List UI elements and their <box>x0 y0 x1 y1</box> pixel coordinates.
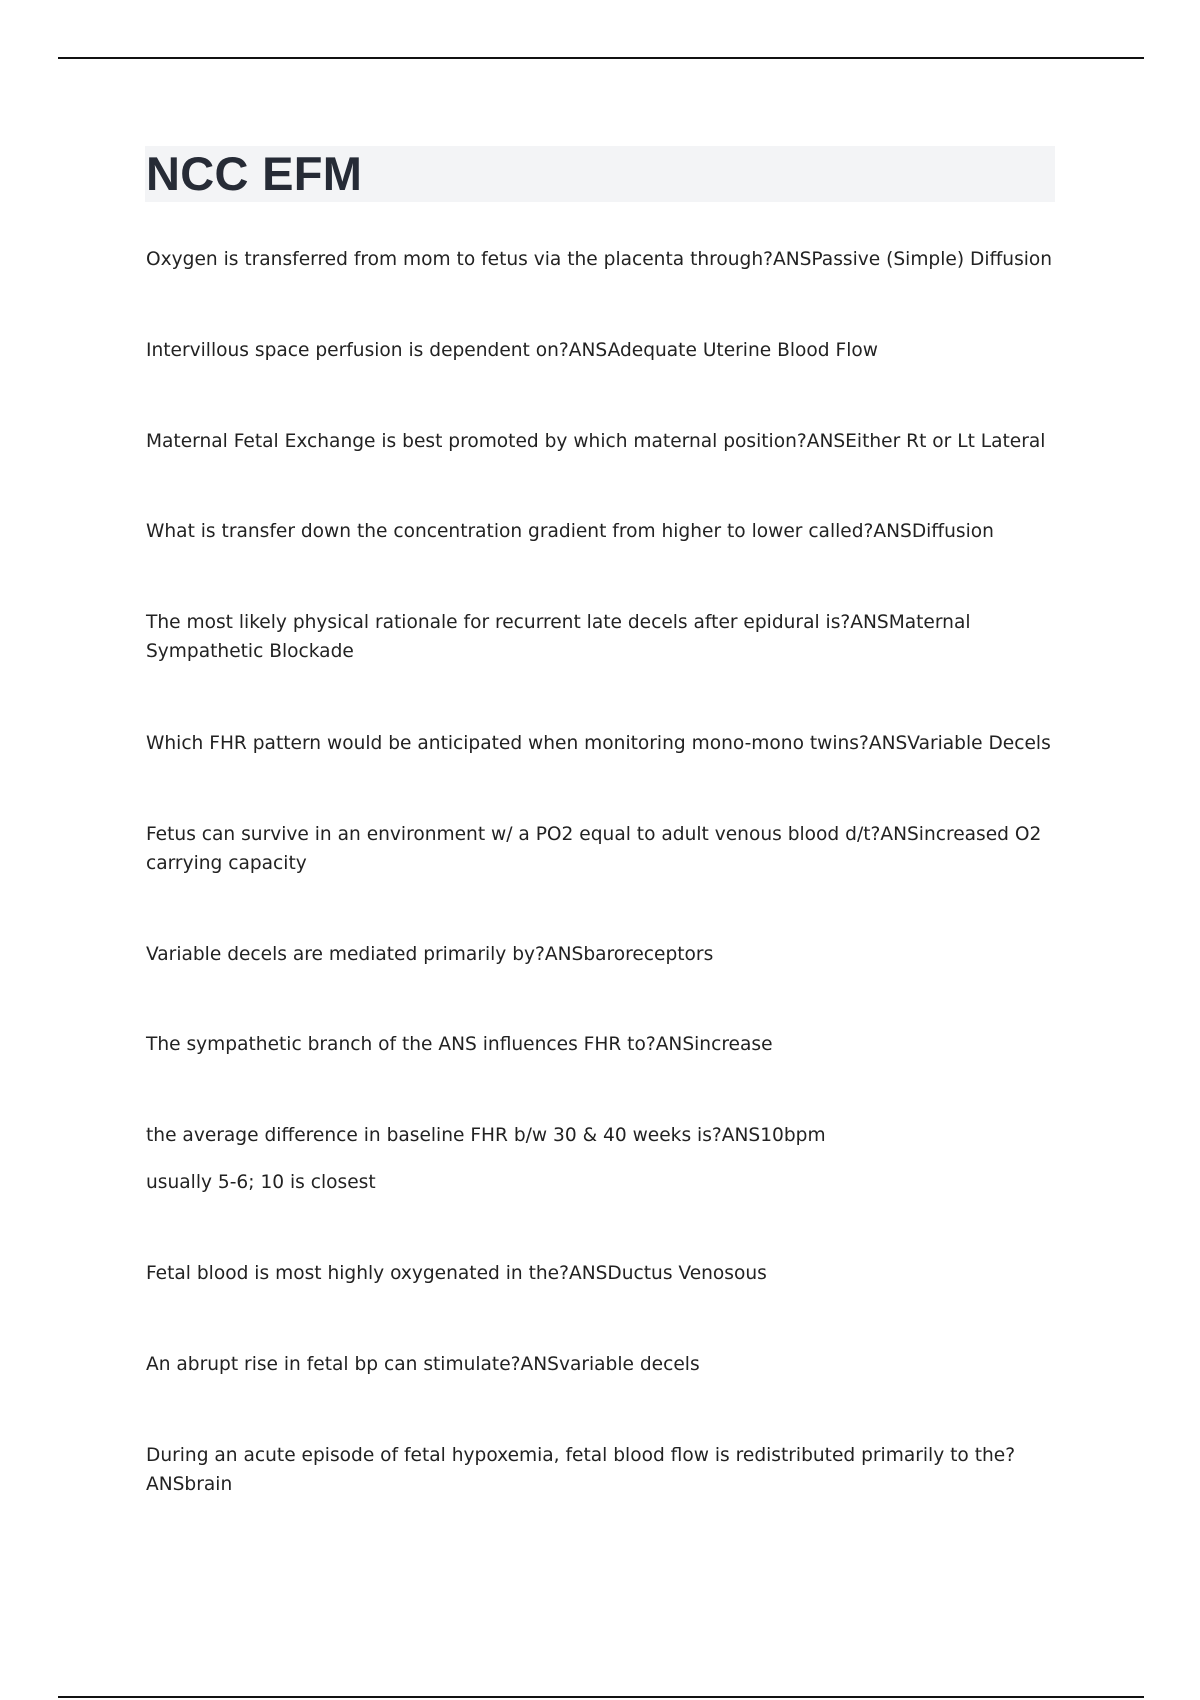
qa-item-8: Variable decels are mediated primarily by?ANSbaroreceptors <box>146 944 714 965</box>
qa-item-10: the average difference in baseline FHR b/w 30 & 40 weeks is?ANS10bpm <box>146 1125 826 1146</box>
qa-item-11: Fetal blood is most highly oxygenated in the?ANSDuctus Venosous <box>146 1263 767 1284</box>
qa-item-1: Oxygen is transferred from mom to fetus via the placenta through?ANSPassive (Simple) Diffusion <box>146 249 1053 270</box>
qa-item-2: Intervillous space perfusion is dependent on?ANSAdequate Uterine Blood Flow <box>146 340 878 361</box>
top-rule <box>58 57 1144 59</box>
bottom-rule <box>58 1696 1144 1698</box>
qa-item-10-note: usually 5-6; 10 is closest <box>146 1172 376 1193</box>
qa-item-3: Maternal Fetal Exchange is best promoted by which maternal position?ANSEither Rt or Lt Lateral <box>146 431 1046 452</box>
qa-item-9: The sympathetic branch of the ANS influences FHR to?ANSincrease <box>146 1034 773 1055</box>
qa-item-12: An abrupt rise in fetal bp can stimulate?ANSvariable decels <box>146 1354 700 1375</box>
document-title: NCC EFM <box>146 147 363 200</box>
qa-item-6: Which FHR pattern would be anticipated when monitoring mono-mono twins?ANSVariable Decels <box>146 733 1051 754</box>
qa-item-5: The most likely physical rationale for recurrent late decels after epidural is?ANSMaternal Sympathetic Blockade <box>146 612 971 662</box>
qa-item-7: Fetus can survive in an environment w/ a PO2 equal to adult venous blood d/t?ANSincreased O2 carrying capacity <box>146 824 1042 874</box>
qa-item-13: During an acute episode of fetal hypoxemia, fetal blood flow is redistributed primarily to the? ANSbrain <box>146 1445 1016 1495</box>
qa-item-4: What is transfer down the concentration gradient from higher to lower called?ANSDiffusion <box>146 521 994 542</box>
